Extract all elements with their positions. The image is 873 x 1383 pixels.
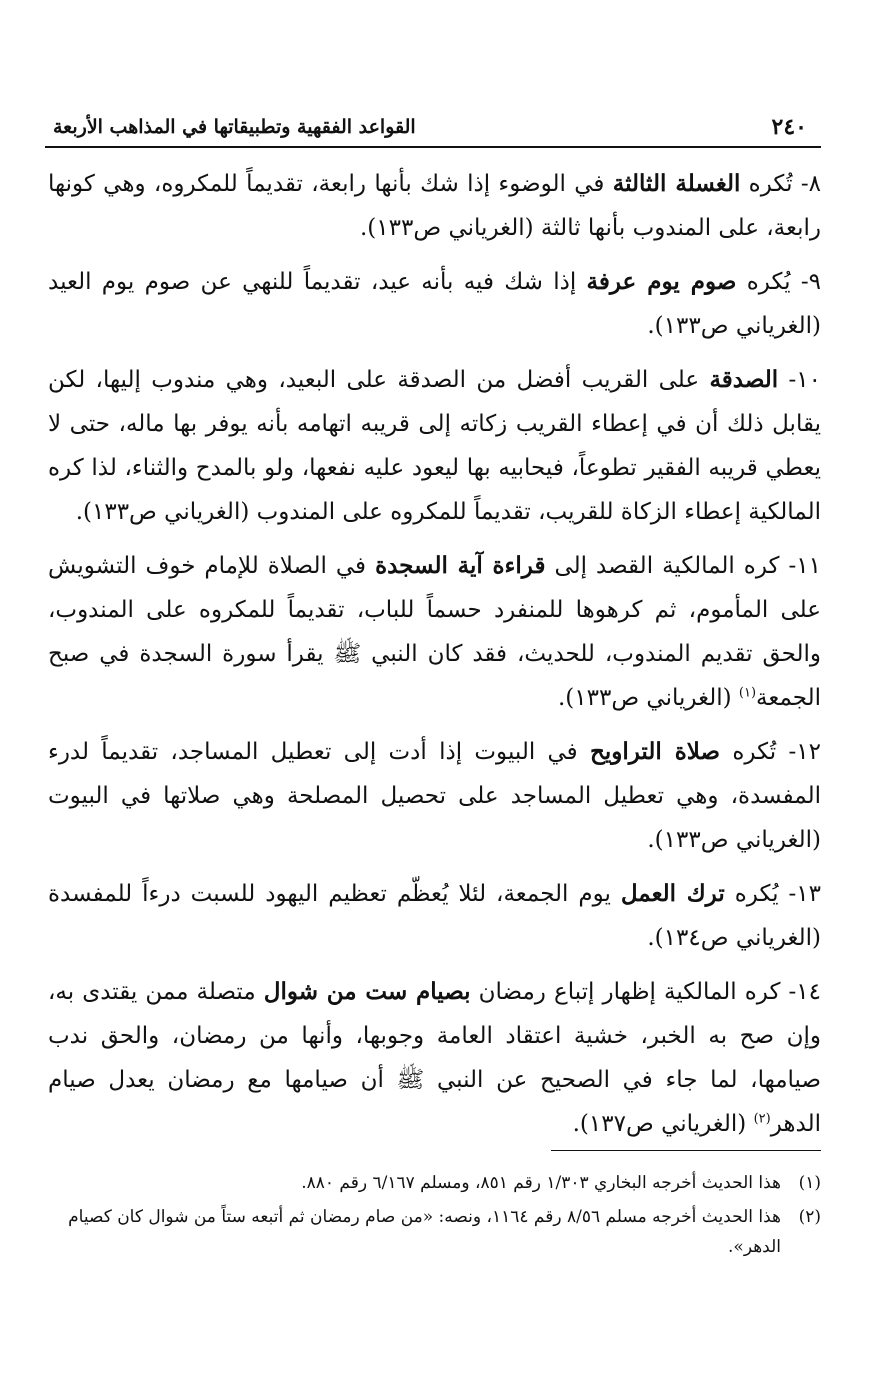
footnote-2 (48, 1202, 821, 1262)
para-text: ٩- يُكره (736, 269, 821, 295)
para-keyword: قراءة آية السجدة (375, 552, 546, 579)
para-keyword: صلاة التراويح (589, 738, 721, 765)
para-text: ١٠- (778, 367, 821, 393)
para-text: (الغرياني ص١٣٧). (572, 1111, 754, 1137)
para-text: ١٤- كره المالكية إظهار إتباع رمضان (470, 979, 821, 1005)
para-text: ١٣- يُكره (724, 881, 821, 907)
footnote-text: هذا الحديث أخرجه البخاري ١/٣٠٣ رقم ٨٥١، ومسلم ٦/١٦٧ رقم ٨٨٠. (301, 1173, 781, 1193)
footnote-ref-2[interactable]: (٢) (753, 1111, 771, 1127)
para-keyword: ترك العمل (620, 880, 725, 907)
para-keyword: صوم يوم عرفة (586, 268, 737, 295)
para-keyword: الصدقة (709, 366, 779, 393)
paragraph-8 (48, 162, 821, 250)
para-text: ٨- تُكره (740, 171, 821, 197)
para-text: إذا شك فيه بأنه عيد، تقديماً للنهي عن صوم يوم العيد (الغرياني ص١٣٣). (48, 269, 821, 339)
para-text: في البيوت إذا أدت إلى تعطيل المساجد، تقديماً لدرء المفسدة، وهي تعطيل المساجد على تحصيل المصلحة وهي صلاتها في البيوت (الغرياني ص١٣٣). (48, 739, 821, 853)
footnotes (48, 1168, 821, 1266)
paragraph-10 (48, 358, 821, 534)
page-number: ٢٤٠ (771, 114, 807, 140)
para-text: في الصلاة للإمام خوف التشويش على المأموم، ثم كرهوها للمنفرد حسماً للباب، تقديماً للمكروه على المندوب، والحق تقديم المندوب، للحديث، فقد كان النبي ﷺ يقرأ سورة السجدة في صبح الجمعة (48, 553, 821, 711)
footnote-marker: (٢) (798, 1207, 821, 1227)
footnote-marker: (١) (798, 1173, 821, 1193)
para-text: على القريب أفضل من الصدقة على البعيد، وهي مندوب إليها، لكن يقابل ذلك أن في إعطاء القريب زكاته إلى قريبه اتهامه بأنه يوفر بها ماله، حتى لا يعطي قريبه الفقير تطوعاً، فيحابيه بها ليعود عليه نفعها، ولو بالمدح والثناء، لذا كره المالكية إعطاء الزكاة للقريب، تقديماً للمكروه على المندوب (الغرياني ص١٣٣). (48, 367, 821, 525)
paragraph-11 (48, 544, 821, 720)
para-text: ١١- كره المالكية القصد إلى (545, 553, 821, 579)
para-keyword: الغسلة الثالثة (612, 170, 741, 197)
para-text: يوم الجمعة، لئلا يُعظّم تعظيم اليهود للسبت درءاً للمفسدة (الغرياني ص١٣٤). (48, 881, 821, 951)
main-text (48, 162, 821, 1156)
paragraph-14 (48, 970, 821, 1146)
paragraph-12 (48, 730, 821, 862)
para-keyword: بصيام ست من شوال (263, 978, 471, 1005)
paragraph-13 (48, 872, 821, 960)
footnote-text: هذا الحديث أخرجه مسلم ٨/٥٦ رقم ١١٦٤، ونصه: «من صام رمضان ثم أتبعه ستاً من شوال كان كصيام الدهر». (68, 1207, 781, 1257)
para-text: ١٢- تُكره (720, 739, 821, 765)
footnote-ref-1[interactable]: (١) (738, 685, 757, 701)
para-text: (الغرياني ص١٣٣). (557, 685, 739, 711)
para-text: في الوضوء إذا شك بأنها رابعة، تقديماً للمكروه، وهي كونها رابعة، على المندوب بأنها ثالثة (الغرياني ص١٣٣). (48, 171, 821, 241)
page-header (45, 104, 821, 148)
running-title: القواعد الفقهية وتطبيقاتها في المذاهب الأربعة (53, 116, 416, 138)
footnote-divider (551, 1150, 821, 1151)
para-text: متصلة ممن يقتدى به، وإن صح به الخبر، خشية اعتقاد العامة وجوبها، وأنها من رمضان، والحق ندب صيامها، لما جاء في الصحيح عن النبي ﷺ أن صيامها مع رمضان يعدل صيام الدهر (48, 979, 821, 1137)
footnote-1 (48, 1168, 821, 1198)
paragraph-9 (48, 260, 821, 348)
